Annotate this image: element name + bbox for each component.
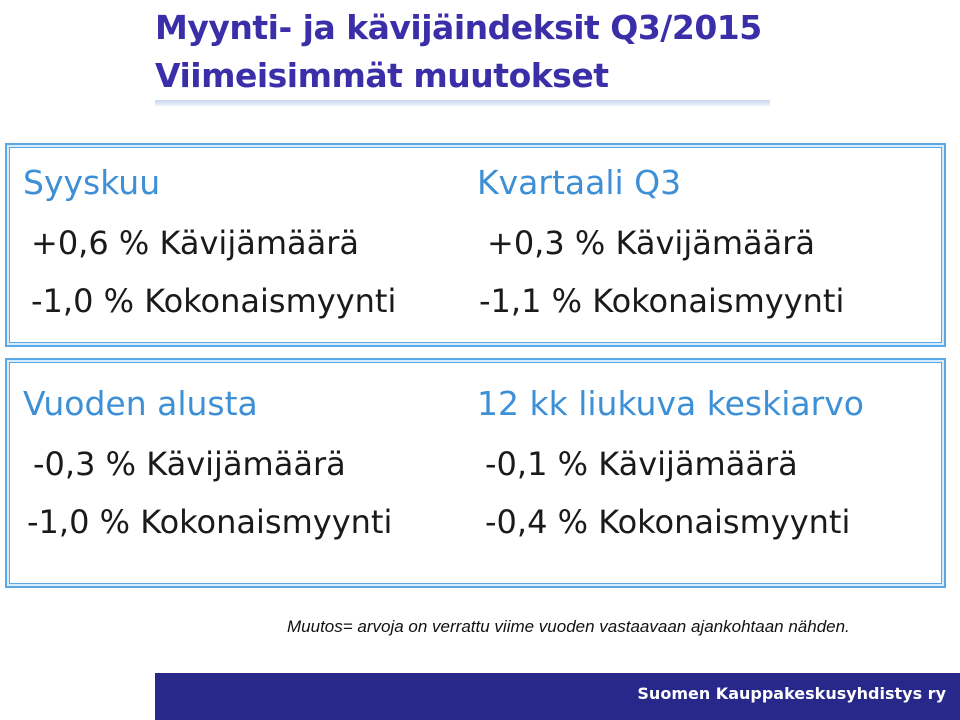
footnote: Muutos= arvoja on verrattu viime vuoden vastaavaan ajankohtaan nähden. [287, 617, 850, 636]
panel-vuoden-alusta [23, 382, 392, 544]
panel-heading: Syyskuu [23, 163, 161, 202]
panel-kvartaali [477, 161, 844, 323]
panel-12kk-keskiarvo [477, 382, 864, 544]
title-divider [155, 100, 770, 106]
visitors-change: +0,3 % Kävijämäärä [487, 224, 815, 262]
top-panel-box [5, 143, 946, 347]
organization-name: Suomen Kauppakeskusyhdistys ry [637, 684, 946, 703]
panel-heading: Kvartaali Q3 [477, 163, 682, 202]
sales-change: -1,1 % Kokonaismyynti [479, 282, 845, 320]
visitors-change: +0,6 % Kävijämäärä [31, 224, 359, 262]
visitors-change: -0,3 % Kävijämäärä [33, 445, 346, 483]
sales-change: -0,4 % Kokonaismyynti [485, 503, 851, 541]
bottom-panel-box [5, 358, 946, 588]
title-line-1: Myynti- ja kävijäindeksit Q3/2015 [155, 8, 762, 47]
sales-change: -1,0 % Kokonaismyynti [31, 282, 397, 320]
sales-change: -1,0 % Kokonaismyynti [27, 503, 393, 541]
visitors-change: -0,1 % Kävijämäärä [485, 445, 798, 483]
slide-title [155, 4, 762, 100]
panel-syyskuu [23, 161, 396, 323]
title-line-2: Viimeisimmät muutokset [155, 56, 609, 95]
panel-heading: 12 kk liukuva keskiarvo [477, 384, 864, 423]
panel-heading: Vuoden alusta [23, 384, 258, 423]
footer-bar [155, 673, 960, 720]
